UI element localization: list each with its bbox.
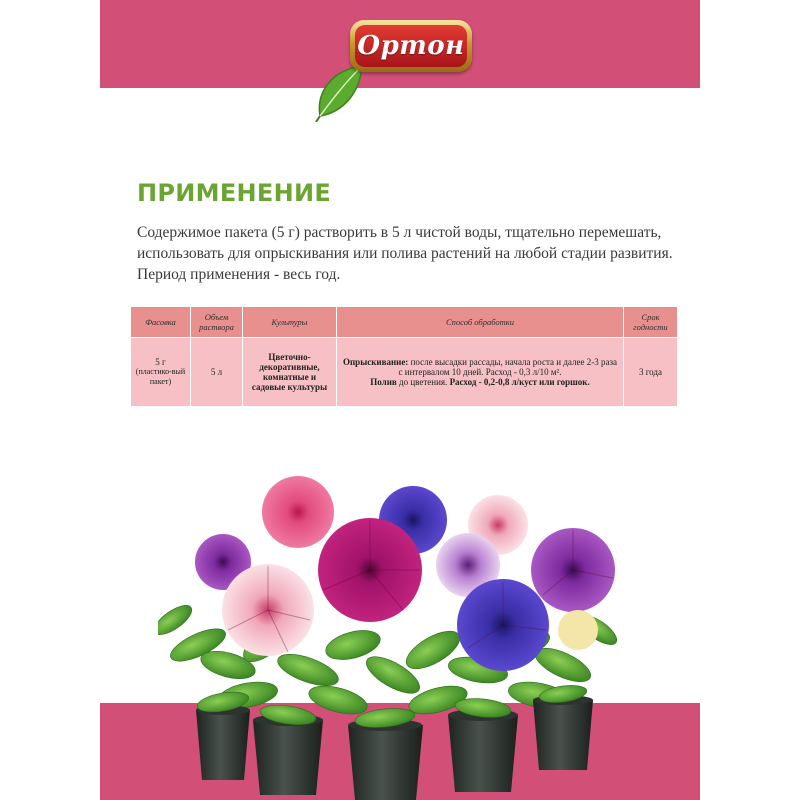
pack-note: (пластико-вый пакет) xyxy=(135,367,186,386)
header-crops: Культуры xyxy=(243,307,337,338)
header-volume: Объем раствора xyxy=(191,307,243,338)
header-method: Способ обработки xyxy=(337,307,624,338)
logo-badge xyxy=(350,20,472,72)
usage-paragraph: Содержимое пакета (5 г) растворить в 5 л чистой воды, тщательно перемешать, использовать для опрыскивания или полива растений на любой стадии развития. Период применения - весь год. xyxy=(137,224,673,283)
application-table xyxy=(130,306,678,407)
cell-shelf-life: 3 года xyxy=(624,338,678,407)
water-rate: Расход - 0,2-0,8 л/куст или горшок. xyxy=(449,377,590,387)
cell-volume: 5 л xyxy=(191,338,243,407)
water-label: Полив xyxy=(370,377,397,387)
petunia-pots-image xyxy=(158,470,618,800)
spray-text: после высадки рассады, начала роста и далее 2-3 раза с интервалом 10 дней. Расход - 0,3 л/10 м². xyxy=(398,357,617,377)
header-pack: Фасовка xyxy=(131,307,191,338)
table-header-row xyxy=(131,307,678,338)
header-shelf-life: Срок годности xyxy=(624,307,678,338)
logo-text: Ортон xyxy=(357,31,465,61)
cell-crops: Цветочно-декоративные, комнатные и садовые культуры xyxy=(243,338,337,407)
section-heading: ПРИМЕНЕНИЕ xyxy=(137,179,332,207)
cell-method xyxy=(337,338,624,407)
brand-logo xyxy=(300,6,500,116)
pack-value: 5 г xyxy=(155,357,166,367)
spray-label: Опрыскивание: xyxy=(343,357,409,367)
table-row xyxy=(131,338,678,407)
water-text: до цветения. xyxy=(396,377,450,387)
cell-pack xyxy=(131,338,191,407)
